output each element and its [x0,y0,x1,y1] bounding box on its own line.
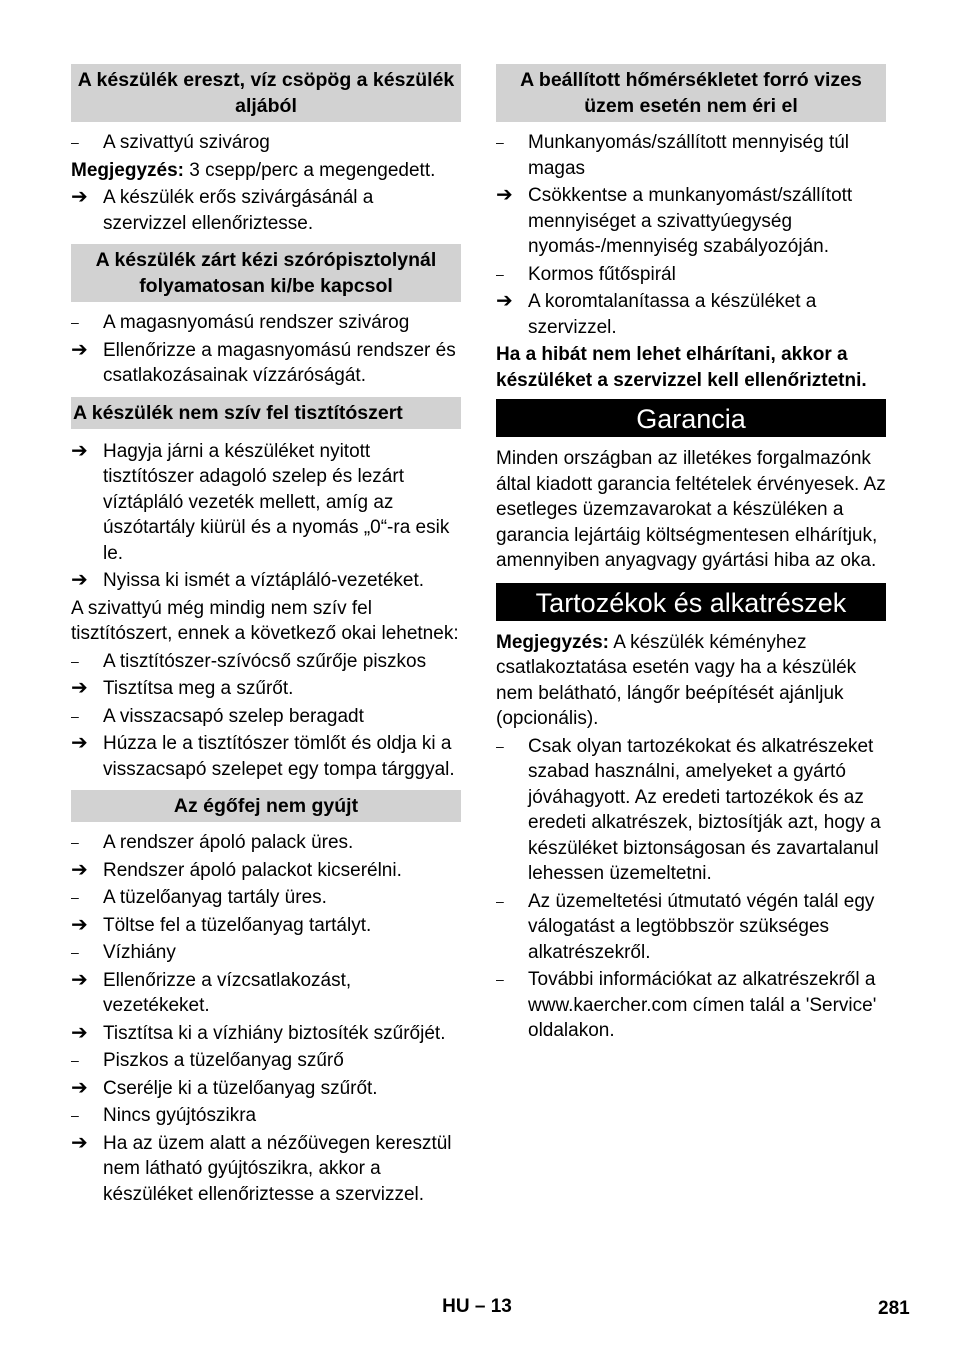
cause-item: – Kormos fűtőspirál [496,262,886,288]
dash-marker: – [71,652,79,669]
arrow-icon: ➔ [71,913,88,936]
remedy-item: ➔ A koromtalanítassa a készüléket a szervizzel. [496,290,817,338]
body-paragraph: A szivattyú még mindig nem szív fel tisztítószert, ennek a következő okai lehetnek: [71,597,459,644]
dash-marker: – [71,707,79,724]
arrow-icon: ➔ [71,858,88,881]
arrow-icon: ➔ [71,677,88,699]
page-number: 281 [878,1298,910,1319]
cause-item: – Vízhiány [71,940,461,966]
list-item: – További információkat az alkatrészekről a www.kaercher.com címen talál a 'Service' oldalakon. [496,969,877,1041]
cause-item: – A rendszer ápoló palack üres. [71,830,461,856]
dash-marker: – [496,892,504,909]
cause-item: – A tüzelőanyag tartály üres. [71,885,461,911]
remedy-item: ➔ Cserélje ki a tüzelőanyag szűrőt. [71,1076,461,1102]
list-item: – Az üzemeltetési útmutató végén talál egy válogatást a legtöbbször szükséges alkatrészekről. [496,890,875,963]
left-column [71,64,461,1209]
arrow-icon: ➔ [71,732,88,754]
section-heading: Az égőfej nem gyújt [71,790,461,822]
cause-item: – A visszacsapó szelep beragadt [71,704,461,730]
section-heading: A készülék zárt kézi szórópisztolynál folyamatosan ki/be kapcsol [71,244,461,302]
arrow-icon: ➔ [71,338,88,361]
footer-section-label: HU – 13 [442,1296,512,1317]
list-item: – Csak olyan tartozékokat és alkatrészeket szabad használni, amelyeket a gyártó jóváhagyott. Az eredeti tartozékok és az eredeti alkatrészek, biztosítják azt, hogy a készüléket biztonságosan és zavartalanul lehessen üzemeltetni. [496,735,881,884]
dash-marker: – [496,265,504,282]
garancia-heading: Garancia [496,399,886,437]
note-paragraph: Megjegyzés: 3 csepp/perc a megengedett. [71,159,436,181]
arrow-icon: ➔ [71,1021,88,1044]
section-heading: A készülék nem szív fel tisztítószert [71,397,461,429]
arrow-icon: ➔ [496,184,513,206]
remedy-item: ➔ Hagyja járni a készüléket nyitott tisztítószer adagoló szelep és lezárt víztápláló vezeték mellett, amíg az úszótartály kiürül és a nyomás „0“-ra esik le. [71,439,450,564]
arrow-icon: ➔ [71,439,88,462]
cause-item: – A magasnyomású rendszer szivárog [71,310,461,336]
dash-marker: – [71,834,79,850]
dash-marker: – [71,134,79,150]
dash-marker: – [71,889,79,905]
note-paragraph: Megjegyzés: A készülék kéményhez csatlakoztatása esetén vagy ha a készülék nem belátható, lángőr beépítését ajánljuk (opcionális). [496,631,857,729]
section-heading: A beállított hőmérsékletet forró vizes üzem esetén nem éri el [496,64,886,122]
remedy-item: ➔ Töltse fel a tüzelőanyag tartályt. [71,913,461,939]
arrow-icon: ➔ [71,1131,88,1154]
cause-item: – A tisztítószer-szívócső szűrője piszkos [71,649,461,675]
remedy-item: ➔ Ellenőrizze a magasnyomású rendszer és csatlakozásainak vízzáróságát. [71,338,456,386]
section-heading: A készülék ereszt, víz csöpög a készülék aljából [71,64,461,122]
cause-item: – A szivattyú szivárog [71,130,461,156]
dash-marker: – [496,737,504,754]
cause-item: – Piszkos a tüzelőanyag szűrő [71,1048,461,1074]
arrow-icon: ➔ [496,290,513,312]
arrow-icon: ➔ [71,186,88,208]
remedy-item: ➔ Csökkentse a munkanyomást/szállított mennyiséget a szivattyúegység nyomás-/mennyiség szabályozóján. [496,184,853,257]
warning-paragraph: Ha a hibát nem lehet elhárítani, akkor a készüléket a szervizzel kell ellenőriztetni. [496,344,867,391]
arrow-icon: ➔ [71,569,88,591]
remedy-item: ➔ Rendszer ápoló palackot kicserélni. [71,858,461,884]
dash-marker: – [71,1052,79,1068]
remedy-item: ➔ Ellenőrizze a vízcsatlakozást, vezetékeket. [71,968,352,1016]
remedy-item: ➔ Húzza le a tisztítószer tömlőt és oldja ki a visszacsapó szelepet egy tompa tárggyal. [71,732,455,780]
arrow-icon: ➔ [71,1076,88,1099]
remedy-item: ➔ Tisztítsa meg a szűrőt. [71,676,461,702]
right-column [496,64,886,1046]
dash-marker: – [71,314,79,330]
remedy-item: ➔ A készülék erős szivárgásánál a szervizzel ellenőriztesse. [71,186,374,234]
cause-item: – Nincs gyújtószikra [71,1103,461,1129]
arrow-icon: ➔ [71,968,88,991]
tartozekok-heading: Tartozékok és alkatrészek [496,583,886,621]
remedy-item: ➔ Ha az üzem alatt a nézőüvegen keresztül nem látható gyújtószikra, akkor a készüléket ellenőriztesse a szervizzel. [71,1131,452,1205]
dash-marker: – [496,971,504,987]
cause-item: – Munkanyomás/szállított mennyiség túl magas [496,132,850,179]
garancia-text: Minden országban az illetékes forgalmazónk által kiadott garancia feltételek érvényesek. Az esetleges üzemzavarokat a készüléken a garancia lejártáig költségmentesen elhárítjuk, amennyiben anyagvagy gyártási hiba az oka. [496,448,886,571]
dash-marker: – [71,944,79,960]
dash-marker: – [71,1107,79,1123]
remedy-item: ➔ Nyissa ki ismét a víztápláló-vezetéket. [71,568,461,594]
dash-marker: – [496,134,504,150]
remedy-item: ➔ Tisztítsa ki a vízhiány biztosíték szűrőjét. [71,1021,461,1047]
